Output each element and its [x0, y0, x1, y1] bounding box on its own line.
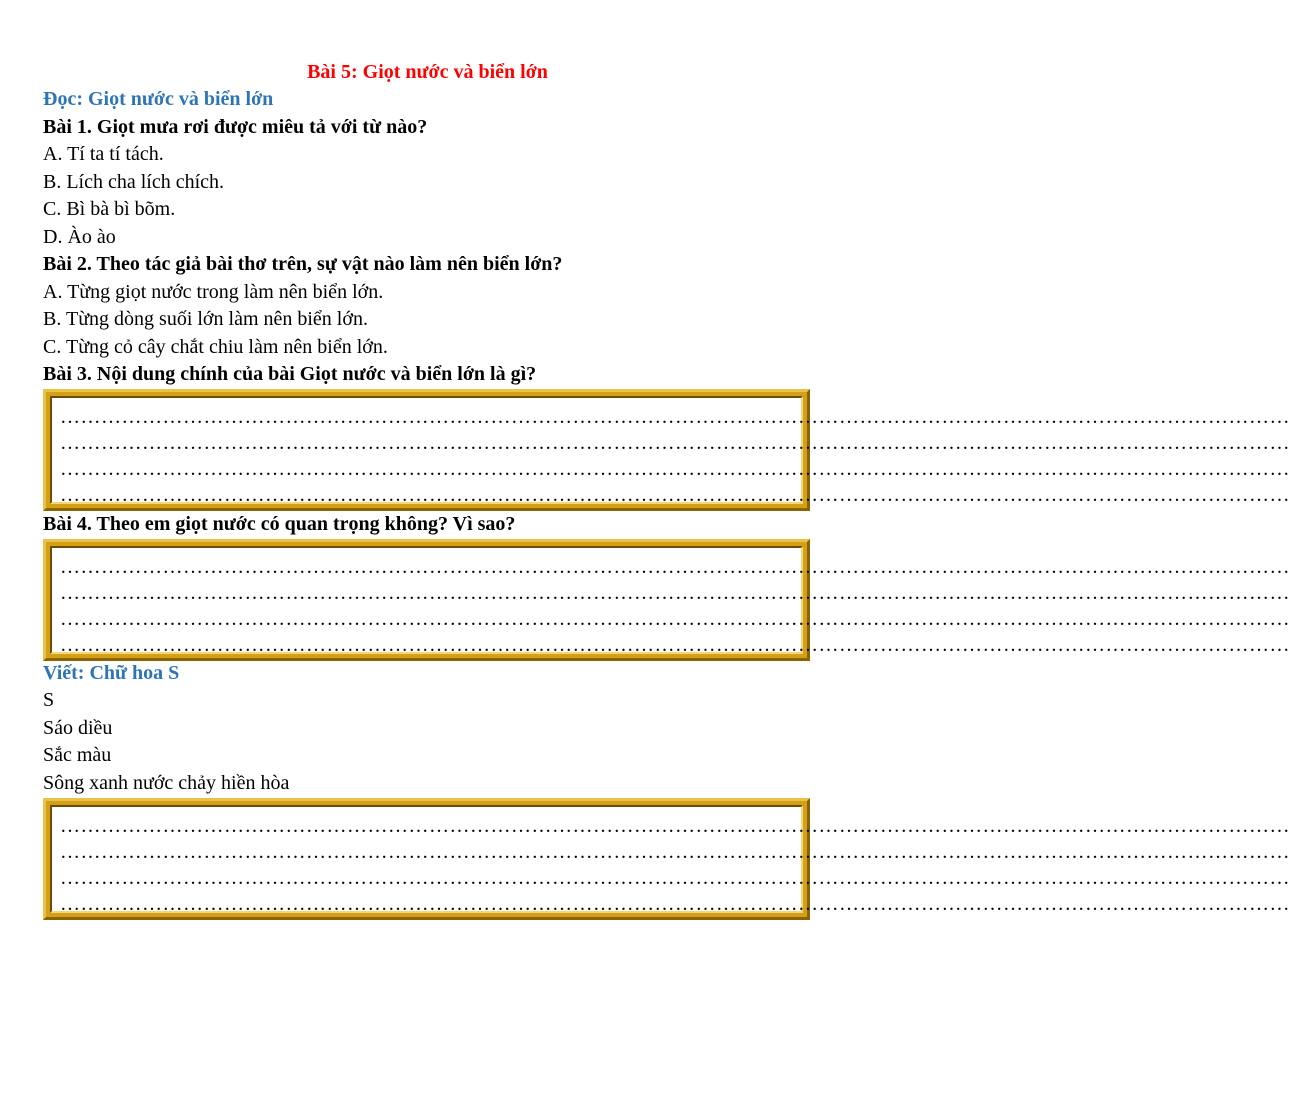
answer-box-q4[interactable]: [43, 539, 1290, 661]
writing-practice-box[interactable]: [43, 798, 1290, 920]
writing-heading: Viết: Chữ hoa S: [43, 662, 180, 684]
writing-line: Sáo diều: [43, 717, 113, 739]
q2-option-b: B. Từng dòng suối lớn làm nên biển lớn.: [43, 308, 368, 330]
answer-line: ………………………………………………………………………………………………………………………………………………………………: [60, 484, 1290, 506]
answer-line: ………………………………………………………………………………………………………………………………………………………………: [60, 867, 1290, 889]
q1-option-d: D. Ào ào: [43, 226, 116, 248]
q1-option-a: A. Tí ta tí tách.: [43, 143, 164, 165]
answer-area[interactable]: [50, 546, 1290, 656]
question-2: Bài 2. Theo tác giả bài thơ trên, sự vật nào làm nên biển lớn?: [43, 253, 563, 275]
answer-line: ………………………………………………………………………………………………………………………………………………………………: [60, 815, 1290, 837]
answer-line: ………………………………………………………………………………………………………………………………………………………………: [60, 841, 1290, 863]
writing-line: S: [43, 689, 55, 711]
answer-area[interactable]: [50, 396, 1290, 506]
reading-heading: Đọc: Giọt nước và biển lớn: [43, 88, 274, 110]
answer-line: ………………………………………………………………………………………………………………………………………………………………: [60, 556, 1290, 578]
page-title: Bài 5: Giọt nước và biển lớn: [307, 61, 548, 83]
q1-option-b: B. Lích cha lích chích.: [43, 171, 225, 193]
writing-line: Sông xanh nước chảy hiền hòa: [43, 772, 290, 794]
writing-line: Sắc màu: [43, 744, 112, 766]
answer-line: ………………………………………………………………………………………………………………………………………………………………: [60, 893, 1290, 915]
q1-option-c: C. Bì bà bì bõm.: [43, 198, 176, 220]
answer-line: ………………………………………………………………………………………………………………………………………………………………: [60, 634, 1290, 656]
question-4: Bài 4. Theo em giọt nước có quan trọng không? Vì sao?: [43, 513, 516, 535]
answer-line: ………………………………………………………………………………………………………………………………………………………………: [60, 608, 1290, 630]
question-3: Bài 3. Nội dung chính của bài Giọt nước và biển lớn là gì?: [43, 363, 537, 385]
q2-option-a: A. Từng giọt nước trong làm nên biển lớn.: [43, 281, 384, 303]
answer-line: ………………………………………………………………………………………………………………………………………………………………: [60, 406, 1290, 428]
answer-line: ………………………………………………………………………………………………………………………………………………………………: [60, 432, 1290, 454]
answer-line: ………………………………………………………………………………………………………………………………………………………………: [60, 582, 1290, 604]
question-1: Bài 1. Giọt mưa rơi được miêu tả với từ nào?: [43, 116, 428, 138]
answer-box-q3[interactable]: [43, 389, 1290, 511]
answer-area[interactable]: [50, 805, 1290, 915]
answer-line: ………………………………………………………………………………………………………………………………………………………………: [60, 458, 1290, 480]
q2-option-c: C. Từng cỏ cây chắt chiu làm nên biển lớn.: [43, 336, 388, 358]
